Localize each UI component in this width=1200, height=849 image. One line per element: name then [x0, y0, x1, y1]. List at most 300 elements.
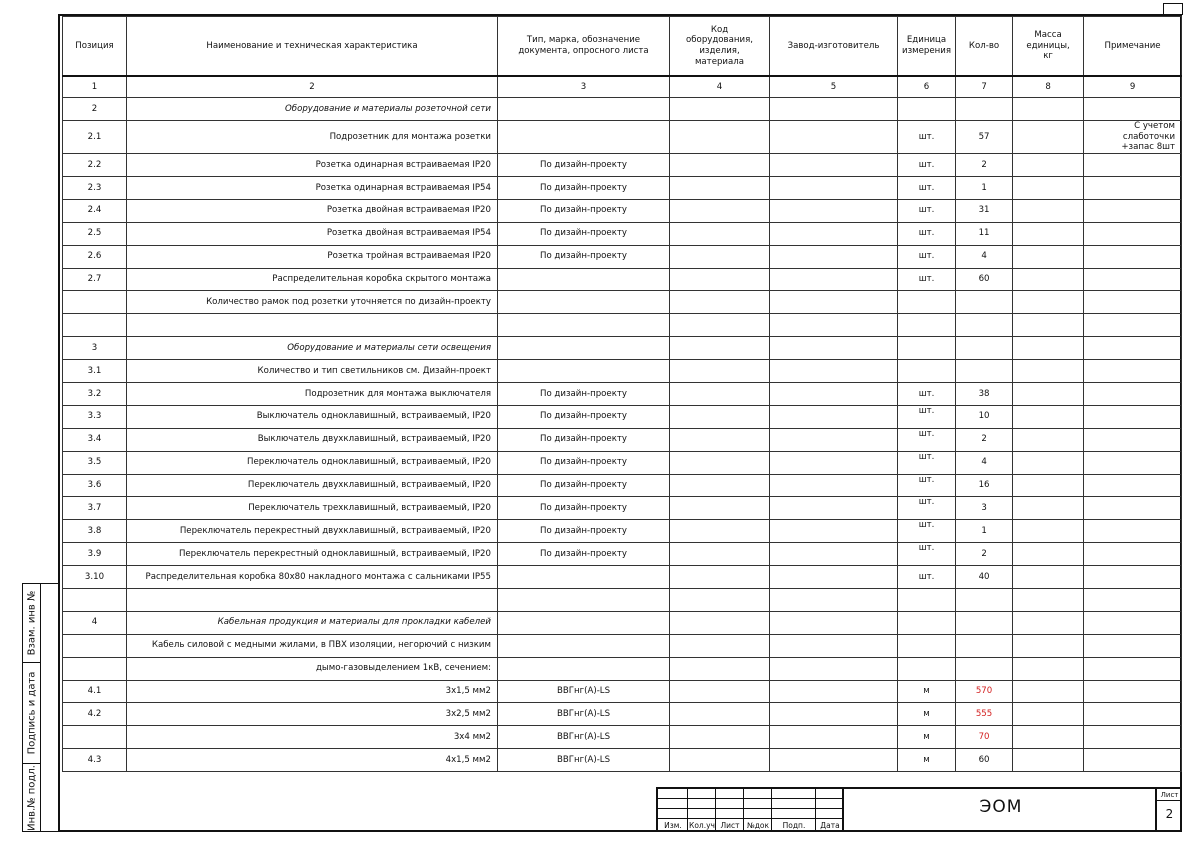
cell-type: По дизайн-проекту [498, 154, 670, 177]
table-row [63, 291, 1182, 314]
header-name: Наименование и техническая характеристика [127, 17, 498, 77]
cell-type: ВВГнг(А)-LS [498, 703, 670, 726]
cell-code [670, 634, 770, 657]
cell-type [498, 566, 670, 589]
table-row [63, 245, 1182, 268]
cell-manufacturer [770, 360, 898, 383]
table-row [63, 337, 1182, 360]
cell-unit: шт. [898, 245, 956, 268]
cell-qty [956, 589, 1013, 612]
cell-name: Розетка тройная встраиваемая IP20 [127, 245, 498, 268]
cell-mass [1013, 680, 1084, 703]
table-row [63, 120, 1182, 153]
cell-unit: шт. [898, 451, 956, 474]
cell-manufacturer [770, 657, 898, 680]
cell-manufacturer [770, 520, 898, 543]
cell-position: 2.2 [63, 154, 127, 177]
cell-code [670, 726, 770, 749]
cell-qty [956, 98, 1013, 121]
column-numbers-row [63, 76, 1182, 98]
table-row [63, 657, 1182, 680]
cell-code [670, 222, 770, 245]
table-row [63, 405, 1182, 428]
cell-unit [898, 98, 956, 121]
cell-note [1084, 245, 1182, 268]
cell-name: Кабельная продукция и материалы для прокладки кабелей [127, 611, 498, 634]
cell-name: Кабель силовой с медными жилами, в ПВХ изоляции, негорючий с низким [127, 634, 498, 657]
cell-unit: м [898, 703, 956, 726]
cell-note [1084, 634, 1182, 657]
cell-code [670, 98, 770, 121]
col-num: 9 [1084, 76, 1182, 98]
cell-name: Оборудование и материалы розеточной сети [127, 98, 498, 121]
stamp-col [744, 789, 772, 832]
cell-code [670, 611, 770, 634]
cell-name: Подрозетник для монтажа выключателя [127, 383, 498, 406]
col-num: 7 [956, 76, 1013, 98]
cell-qty [956, 360, 1013, 383]
cell-manufacturer [770, 428, 898, 451]
cell-name: Оборудование и материалы сети освещения [127, 337, 498, 360]
cell-note [1084, 154, 1182, 177]
cell-manufacturer [770, 337, 898, 360]
header-manufacturer: Завод-изготовитель [770, 17, 898, 77]
cell-code [670, 360, 770, 383]
cell-unit: м [898, 680, 956, 703]
cell-position: 3.7 [63, 497, 127, 520]
cell-note [1084, 611, 1182, 634]
cell-unit: шт. [898, 566, 956, 589]
table-row [63, 520, 1182, 543]
cell-qty [956, 634, 1013, 657]
cell-qty [956, 337, 1013, 360]
cell-position: 3.9 [63, 543, 127, 566]
cell-unit: шт. [898, 176, 956, 199]
table-row [63, 98, 1182, 121]
corner-tab [1163, 3, 1183, 15]
sheet-box [1155, 789, 1182, 832]
cell-code [670, 589, 770, 612]
cell-name: Количество и тип светильников см. Дизайн-проект [127, 360, 498, 383]
cell-manufacturer [770, 474, 898, 497]
cell-manufacturer [770, 589, 898, 612]
cell-type: По дизайн-проекту [498, 405, 670, 428]
header-mass: Масса единицы, кг [1013, 17, 1084, 77]
col-num: 4 [670, 76, 770, 98]
cell-position: 3.6 [63, 474, 127, 497]
cell-position [63, 314, 127, 337]
cell-unit: шт. [898, 222, 956, 245]
cell-type [498, 120, 670, 153]
cell-mass [1013, 291, 1084, 314]
header-code: Код оборудования, изделия, материала [670, 17, 770, 77]
table-row [63, 222, 1182, 245]
cell-mass [1013, 199, 1084, 222]
cell-name: дымо-газовыделением 1кВ, сечением: [127, 657, 498, 680]
cell-mass [1013, 120, 1084, 153]
col-num: 8 [1013, 76, 1084, 98]
cell-position: 3.2 [63, 383, 127, 406]
cell-note [1084, 589, 1182, 612]
cell-name: Переключатель перекрестный двухклавишный, встраиваемый, IP20 [127, 520, 498, 543]
cell-mass [1013, 222, 1084, 245]
cell-qty: 11 [956, 222, 1013, 245]
cell-position [63, 634, 127, 657]
cell-mass [1013, 176, 1084, 199]
table-row [63, 749, 1182, 772]
cell-mass [1013, 360, 1084, 383]
cell-unit: м [898, 749, 956, 772]
cell-note [1084, 291, 1182, 314]
cell-name: Розетка одинарная встраиваемая IP20 [127, 154, 498, 177]
cell-position [63, 589, 127, 612]
cell-name: 3х4 мм2 [127, 726, 498, 749]
cell-code [670, 314, 770, 337]
table-row [63, 428, 1182, 451]
cell-type [498, 314, 670, 337]
cell-type [498, 611, 670, 634]
cell-position: 3.8 [63, 520, 127, 543]
cell-note [1084, 680, 1182, 703]
cell-position: 2.3 [63, 176, 127, 199]
cell-note [1084, 726, 1182, 749]
cell-manufacturer [770, 222, 898, 245]
cell-unit: м [898, 726, 956, 749]
cell-type [498, 634, 670, 657]
table-row [63, 360, 1182, 383]
cell-name [127, 589, 498, 612]
cell-unit [898, 291, 956, 314]
cell-manufacturer [770, 98, 898, 121]
cell-type [498, 291, 670, 314]
cell-unit [898, 314, 956, 337]
cell-code [670, 245, 770, 268]
cell-type: По дизайн-проекту [498, 451, 670, 474]
table-row [63, 176, 1182, 199]
stamp-label-list: Лист [720, 821, 740, 830]
cell-mass [1013, 451, 1084, 474]
cell-code [670, 451, 770, 474]
cell-name: Переключатель трехклавишный, встраиваемый, IP20 [127, 497, 498, 520]
cell-name: Переключатель двухклавишный, встраиваемый, IP20 [127, 474, 498, 497]
table-row [63, 726, 1182, 749]
table-row [63, 680, 1182, 703]
cell-name: Распределительная коробка 80х80 накладного монтажа с сальниками IP55 [127, 566, 498, 589]
cell-note [1084, 749, 1182, 772]
table-row [63, 703, 1182, 726]
cell-position: 3.1 [63, 360, 127, 383]
cell-unit: шт. [898, 268, 956, 291]
header-type: Тип, марка, обозначение документа, опросного листа [498, 17, 670, 77]
cell-manufacturer [770, 120, 898, 153]
cell-unit [898, 360, 956, 383]
cell-mass [1013, 428, 1084, 451]
cell-qty: 2 [956, 428, 1013, 451]
cell-manufacturer [770, 611, 898, 634]
cell-position: 3 [63, 337, 127, 360]
cell-position: 2.1 [63, 120, 127, 153]
cell-mass [1013, 314, 1084, 337]
cell-name: Переключатель одноклавишный, встраиваемый, IP20 [127, 451, 498, 474]
cell-type: ВВГнг(А)-LS [498, 726, 670, 749]
cell-position: 4.3 [63, 749, 127, 772]
header-qty: Кол-во [956, 17, 1013, 77]
cell-code [670, 120, 770, 153]
cell-unit: шт. [898, 383, 956, 406]
cell-code [670, 703, 770, 726]
cell-manufacturer [770, 383, 898, 406]
cell-manufacturer [770, 634, 898, 657]
cell-code [670, 405, 770, 428]
stamp-label-ndok: №док [746, 821, 770, 830]
cell-code [670, 199, 770, 222]
cell-unit [898, 589, 956, 612]
cell-qty [956, 657, 1013, 680]
cell-manufacturer [770, 268, 898, 291]
side-label-podpis: Подпись и дата [26, 671, 37, 755]
cell-code [670, 428, 770, 451]
cell-qty: 60 [956, 268, 1013, 291]
cell-position: 2 [63, 98, 127, 121]
cell-name [127, 314, 498, 337]
cell-note [1084, 337, 1182, 360]
side-strip [40, 583, 60, 832]
stamp-col [658, 789, 688, 832]
cell-manufacturer [770, 703, 898, 726]
cell-note [1084, 520, 1182, 543]
cell-qty: 4 [956, 451, 1013, 474]
cell-manufacturer [770, 726, 898, 749]
cell-qty: 38 [956, 383, 1013, 406]
cell-qty: 40 [956, 566, 1013, 589]
cell-manufacturer [770, 749, 898, 772]
cell-code [670, 749, 770, 772]
table-row [63, 383, 1182, 406]
side-label-vzam: Взам. инв № [26, 590, 37, 656]
cell-qty: 16 [956, 474, 1013, 497]
cell-manufacturer [770, 543, 898, 566]
table-row [63, 451, 1182, 474]
cell-qty: 4 [956, 245, 1013, 268]
cell-qty: 3 [956, 497, 1013, 520]
cell-mass [1013, 566, 1084, 589]
cell-type: По дизайн-проекту [498, 428, 670, 451]
cell-unit [898, 337, 956, 360]
cell-unit: шт. [898, 120, 956, 153]
cell-name: Розетка одинарная встраиваемая IP54 [127, 176, 498, 199]
header-unit: Единица измерения [898, 17, 956, 77]
cell-manufacturer [770, 566, 898, 589]
cell-unit: шт. [898, 543, 956, 566]
col-num: 1 [63, 76, 127, 98]
cell-unit: шт. [898, 520, 956, 543]
cell-code [670, 154, 770, 177]
cell-type: По дизайн-проекту [498, 497, 670, 520]
cell-position: 4 [63, 611, 127, 634]
cell-qty: 555 [956, 703, 1013, 726]
cell-mass [1013, 383, 1084, 406]
title-block [656, 787, 1182, 832]
cell-qty: 60 [956, 749, 1013, 772]
side-label-inv: Инв.№ подл. [26, 764, 37, 831]
cell-type: ВВГнг(А)-LS [498, 749, 670, 772]
cell-code [670, 291, 770, 314]
cell-manufacturer [770, 451, 898, 474]
cell-type: По дизайн-проекту [498, 543, 670, 566]
cell-mass [1013, 589, 1084, 612]
cell-code [670, 337, 770, 360]
cell-mass [1013, 337, 1084, 360]
cell-qty: 1 [956, 520, 1013, 543]
cell-unit: шт. [898, 154, 956, 177]
cell-unit: шт. [898, 497, 956, 520]
table-row [63, 314, 1182, 337]
table-row [63, 611, 1182, 634]
cell-type [498, 98, 670, 121]
header-position: Позиция [63, 17, 127, 77]
document-code: ЭОМ [979, 797, 1023, 817]
cell-position: 2.7 [63, 268, 127, 291]
cell-position: 3.3 [63, 405, 127, 428]
cell-code [670, 383, 770, 406]
cell-note [1084, 451, 1182, 474]
cell-type [498, 337, 670, 360]
cell-position: 3.5 [63, 451, 127, 474]
cell-code [670, 680, 770, 703]
cell-type [498, 657, 670, 680]
cell-qty: 2 [956, 543, 1013, 566]
table-row [63, 474, 1182, 497]
cell-code [670, 268, 770, 291]
cell-mass [1013, 657, 1084, 680]
cell-position: 2.4 [63, 199, 127, 222]
cell-note [1084, 428, 1182, 451]
cell-unit: шт. [898, 474, 956, 497]
cell-mass [1013, 154, 1084, 177]
cell-note [1084, 199, 1182, 222]
cell-type [498, 360, 670, 383]
side-box-vzam [22, 583, 41, 663]
cell-note [1084, 497, 1182, 520]
cell-name: Розетка двойная встраиваемая IP20 [127, 199, 498, 222]
header-note: Примечание [1084, 17, 1182, 77]
cell-mass [1013, 268, 1084, 291]
cell-qty: 570 [956, 680, 1013, 703]
col-num: 5 [770, 76, 898, 98]
cell-manufacturer [770, 405, 898, 428]
cell-note [1084, 543, 1182, 566]
cell-type: По дизайн-проекту [498, 176, 670, 199]
cell-type: ВВГнг(А)-LS [498, 680, 670, 703]
cell-position [63, 726, 127, 749]
cell-qty: 31 [956, 199, 1013, 222]
specification-table [62, 16, 1182, 772]
table-row [63, 199, 1182, 222]
cell-mass [1013, 703, 1084, 726]
cell-position: 2.5 [63, 222, 127, 245]
sheet-number: 2 [1165, 807, 1174, 821]
cell-mass [1013, 474, 1084, 497]
cell-type: По дизайн-проекту [498, 222, 670, 245]
cell-type: По дизайн-проекту [498, 245, 670, 268]
stamp-label-data: Дата [820, 821, 840, 830]
cell-name: Переключатель перекрестный одноклавишный, встраиваемый, IP20 [127, 543, 498, 566]
table-row [63, 543, 1182, 566]
cell-manufacturer [770, 497, 898, 520]
cell-position [63, 657, 127, 680]
cell-note [1084, 405, 1182, 428]
cell-name: Подрозетник для монтажа розетки [127, 120, 498, 153]
cell-name: Распределительная коробка скрытого монтажа [127, 268, 498, 291]
cell-position: 4.2 [63, 703, 127, 726]
cell-note [1084, 566, 1182, 589]
cell-qty: 70 [956, 726, 1013, 749]
cell-code [670, 176, 770, 199]
cell-mass [1013, 98, 1084, 121]
cell-manufacturer [770, 680, 898, 703]
cell-unit [898, 611, 956, 634]
cell-type [498, 589, 670, 612]
stamp-label-kolvo: Кол.уч [689, 821, 715, 830]
cell-manufacturer [770, 314, 898, 337]
cell-name: Выключатель одноклавишный, встраиваемый, IP20 [127, 405, 498, 428]
cell-note [1084, 98, 1182, 121]
cell-manufacturer [770, 291, 898, 314]
cell-qty: 57 [956, 120, 1013, 153]
table-row [63, 589, 1182, 612]
cell-mass [1013, 520, 1084, 543]
cell-note [1084, 360, 1182, 383]
cell-unit: шт. [898, 405, 956, 428]
cell-code [670, 566, 770, 589]
cell-unit [898, 657, 956, 680]
cell-qty: 1 [956, 176, 1013, 199]
cell-mass [1013, 726, 1084, 749]
cell-note [1084, 314, 1182, 337]
cell-note [1084, 383, 1182, 406]
table-row [63, 634, 1182, 657]
cell-code [670, 657, 770, 680]
stamp-label-izm: Изм. [664, 821, 682, 830]
col-num: 3 [498, 76, 670, 98]
cell-position [63, 291, 127, 314]
cell-position: 3.10 [63, 566, 127, 589]
cell-mass [1013, 405, 1084, 428]
cell-name: 3х1,5 мм2 [127, 680, 498, 703]
cell-manufacturer [770, 245, 898, 268]
cell-note [1084, 222, 1182, 245]
cell-position: 2.6 [63, 245, 127, 268]
cell-position: 4.1 [63, 680, 127, 703]
cell-note [1084, 474, 1182, 497]
cell-unit: шт. [898, 428, 956, 451]
col-num: 2 [127, 76, 498, 98]
header-row [63, 17, 1182, 77]
side-box-podpis [22, 662, 41, 764]
cell-qty: 10 [956, 405, 1013, 428]
stamp-col [816, 789, 844, 832]
cell-code [670, 543, 770, 566]
table-row [63, 154, 1182, 177]
cell-unit [898, 634, 956, 657]
cell-mass [1013, 749, 1084, 772]
cell-position: 3.4 [63, 428, 127, 451]
cell-mass [1013, 611, 1084, 634]
cell-mass [1013, 543, 1084, 566]
cell-code [670, 520, 770, 543]
stamp-col [716, 789, 744, 832]
cell-unit: шт. [898, 199, 956, 222]
